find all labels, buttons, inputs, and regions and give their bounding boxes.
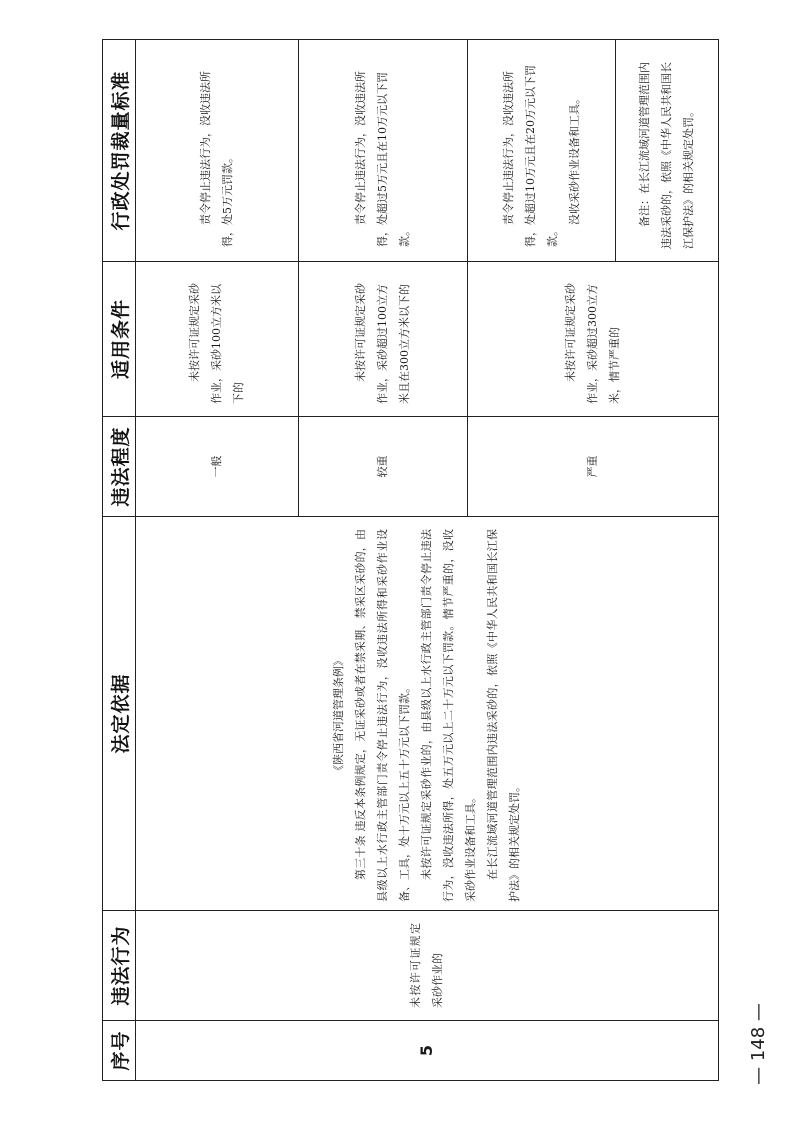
legal-basis-cell: [136, 517, 719, 911]
header-legal-basis: 法定依据: [103, 517, 136, 911]
rotated-document: [102, 40, 717, 1081]
header-violation: 违法行为: [103, 911, 136, 1021]
row-number: 5: [136, 1021, 719, 1081]
table-row: [136, 40, 299, 1081]
penalty-standard-table: [102, 39, 719, 1081]
degree-serious: 较重: [299, 417, 468, 517]
header-no: 序号: [103, 1021, 136, 1081]
penalty-general-text: 责令停止违法行为，没收违法所得，处5万元罚款。: [199, 71, 234, 247]
law-title: 《陕西省河道管理条例》: [332, 655, 345, 776]
law-paragraph-2: 未按许可证规定采砂作业的，由县级以上水行政主管部门责令停止违法行为，没收违法所得，处五万元以上二十万元以下罚款。情节严重的，没收采砂作业设备和工具。: [420, 529, 477, 902]
header-degree: 违法程度: [103, 417, 136, 517]
condition-general-text: 未按许可证规定采砂作业，采砂100立方米以下的: [188, 283, 245, 404]
condition-severe-text: 未按许可证规定采砂作业，采砂超过300立方米，情节严重的: [564, 283, 621, 404]
note-cell: [616, 40, 719, 262]
condition-general: [136, 262, 299, 417]
penalty-general: [136, 40, 299, 262]
penalty-severe: [468, 40, 616, 262]
penalty-severe-text-2: 没收采砂作业设备和工具。: [567, 93, 581, 225]
law-paragraph-1: 第三十条 违反本条例规定，无证采砂或者在禁采期、禁采区采砂的，由县级以上水行政主管部门责令停止违法行为，没收违法所得和采砂作业设备、工具，处十万元以上五十万元以下罚款。: [354, 529, 411, 902]
violation-cell: 未按许可证规定采砂作业的: [136, 911, 719, 1021]
penalty-serious: [299, 40, 468, 262]
condition-severe: [468, 262, 719, 417]
condition-serious: [299, 262, 468, 417]
penalty-severe-text-1: 责令停止违法行为，没收违法所得，处超过10万元且在20万元以下罚款。: [501, 65, 559, 247]
note-text: 备注：在长江流域河道管理范围内违法采砂的，依照《中华人民共和国长江保护法》的相关规定处罚。: [638, 62, 695, 249]
page-number: [742, 990, 782, 1100]
law-paragraph-3: 在长江流域河道管理范围内违法采砂的，依照《中华人民共和国长江保护法》的相关规定处罚。: [486, 529, 521, 902]
degree-general: 一般: [136, 417, 299, 517]
table-header-row: [103, 40, 136, 1081]
header-condition: 适用条件: [103, 262, 136, 417]
penalty-serious-text: 责令停止违法行为，没收违法所得，处超过5万元且在10万元以下罚款。: [354, 71, 411, 247]
condition-serious-text: 未按许可证规定采砂作业，采砂超过100立方米且在300立方米以下的: [354, 283, 411, 404]
header-penalty-standard: 行政处罚裁量标准: [103, 40, 136, 262]
page-number-text: — 148 —: [748, 1003, 769, 1085]
degree-severe: 严重: [468, 417, 719, 517]
